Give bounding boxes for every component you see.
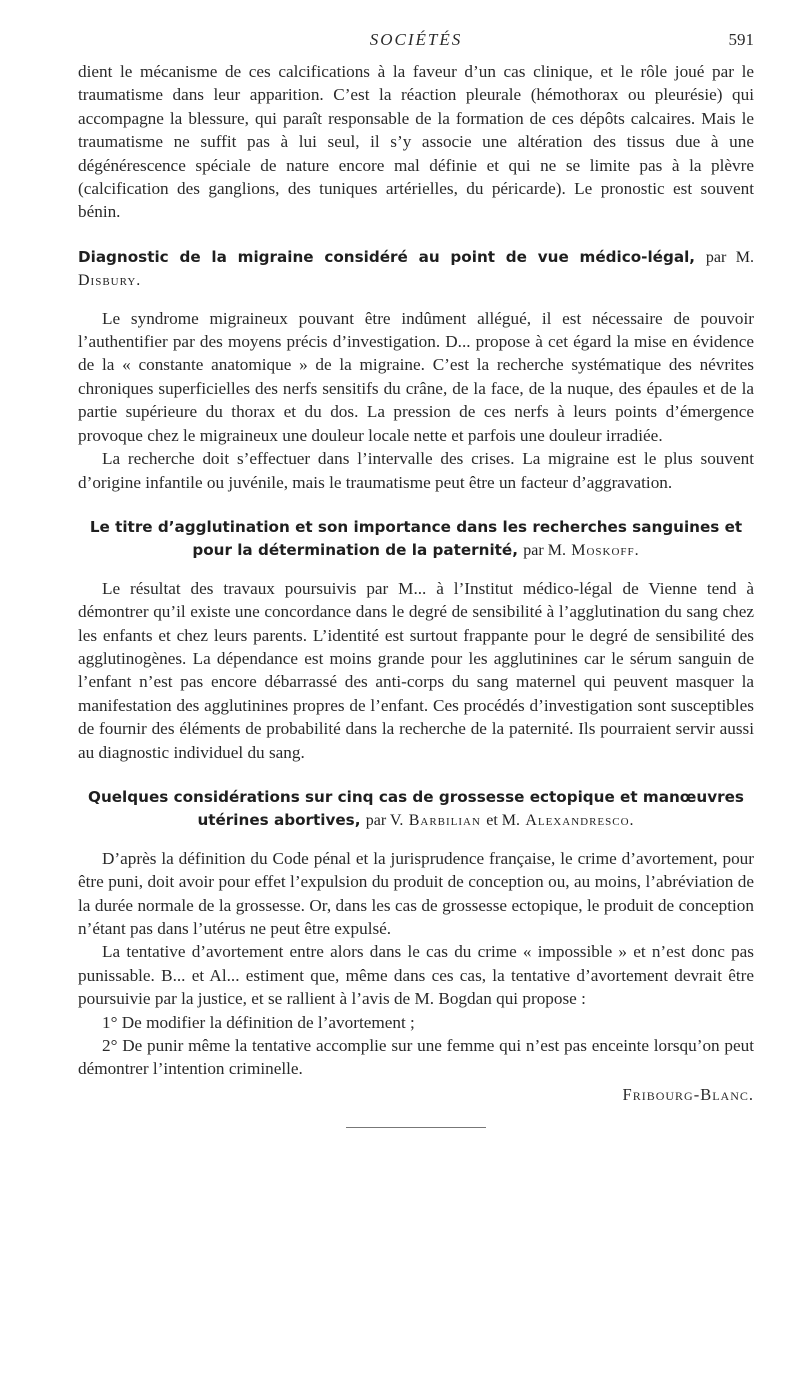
section-title-text: Quelques considérations sur cinq cas de grossesse ectopique et manœuvres utérines abortives, [88, 787, 744, 830]
section-paragraph: D’après la définition du Code pénal et la jurisprudence française, le crime d’avortement, pour être puni, doit avoir pour effet l’expulsion du produit de conception ou, au moins, l’abréviation de la durée normale de la grossesse. Or, dans les cas de grossesse ectopique, le produit de conception n’étant pas dans l’utérus ne peut être expulsé. [78, 848, 754, 938]
byline-prefix: par M. [523, 542, 566, 560]
section-title-text: Diagnostic de la migraine considéré au point de vue médico-légal, [78, 247, 696, 266]
section-paragraph: La recherche doit s’effectuer dans l’intervalle des crises. La migraine est le plus souvent d’origine infantile ou juvénile, mais le traumatisme peut être un facteur d’aggravation. [78, 449, 754, 492]
section-title-text: Le titre d’agglutination et son importance dans les recherches sanguines et pour la détermination de la paternité, [89, 517, 743, 560]
list-item: 1° De modifier la définition de l’avortement ; [102, 1012, 415, 1032]
byline-middle: et M. [486, 812, 521, 830]
byline-author: Disbury. [78, 272, 142, 290]
page-number: 591 [728, 30, 754, 49]
section-paragraph: Le résultat des travaux poursuivis par M... à l’Institut médico-légal de Vienne tend à démontrer qu’il existe une concordance dans le degré de sensibilité à l’agglutination du sang chez les enfants et chez leurs parents. L’identité est surtout frappante pour le degré de sensibilité des agglutinogènes. La dépendance est moins grande pour les agglutinines car le sérum sanguin de l’enfant n’est pas encore débarrassé des anti-corps du sang maternel qui peuvent masquer la manifestation des agglutinines propres de l’enfant. Ces procédés d’investigation sont susceptibles de fournir des éléments de probabilité dans la recherche de la paternité. Ils pourraient servir aussi au diagnostic individuel du sang. [78, 578, 754, 762]
document-page [78, 30, 754, 1128]
byline-prefix: par V. [365, 812, 404, 830]
continuation-paragraph: dient le mécanisme de ces calcifications à la faveur d’un cas clinique, et le rôle joué par le traumatisme dans leur apparition. C’est la réaction pleurale (hémothorax ou pleurésie) qui accompagne la blessure, qui paraît responsable de la formation de ces dépôts calcaires. Mais le traumatisme ne suffit pas à lui seul, il s’y associe une altération des tissus due à une dégénérescence spéciale de nature encore mal définie et qui ne se limite pas à la plèvre (calcification des ganglions, des tuniques artérielles, du péricarde). Le pronostic est souvent bénin. [78, 62, 754, 222]
running-header [78, 30, 754, 60]
section-paragraph: Le syndrome migraineux pouvant être indûment allégué, il est nécessaire de pouvoir l’authentifier par des moyens précis d’investigation. D... propose à cet égard la mise en évidence de la « constante anatomique » de la migraine. C’est la recherche systématique des névrites chroniques superficielles des nerfs sensitifs du crâne, de la face, de la nuque, des épaules et de la partie supérieure du thorax et du dos. La pression de ces nerfs à leurs points d’émergence provoque chez le migraineux une douleur locale nette et parfois une douleur irradiée. [78, 308, 754, 445]
byline-prefix: par M. [705, 248, 755, 266]
byline-author-2: Alexandresco. [525, 812, 635, 830]
byline-author: Barbilian [408, 812, 481, 830]
section-paragraph: La tentative d’avortement entre alors dans le cas du crime « impossible » et n’est donc pas punissable. B... et Al... estiment que, même dans ces cas, la tentative d’avortement devrait être poursuivie par la justice, et se rallient à l’avis de M. Bogdan qui propose : [78, 942, 754, 1009]
author-signature: Fribourg-Blanc. [622, 1084, 754, 1104]
section-title [78, 246, 754, 293]
list-item: 2° De punir même la tentative accomplie sur une femme qui n’est pas enceinte lorsqu’on peut démontrer l’intention criminelle. [78, 1036, 754, 1079]
closing-rule [346, 1127, 486, 1128]
running-title: SOCIÉTÉS [369, 30, 463, 49]
section-title [78, 786, 754, 833]
section-migraine [78, 246, 754, 494]
section-title [78, 516, 754, 563]
section-agglutination [78, 516, 754, 764]
byline-author: Moskoff. [571, 542, 640, 560]
section-grossesse-ectopique [78, 786, 754, 1081]
